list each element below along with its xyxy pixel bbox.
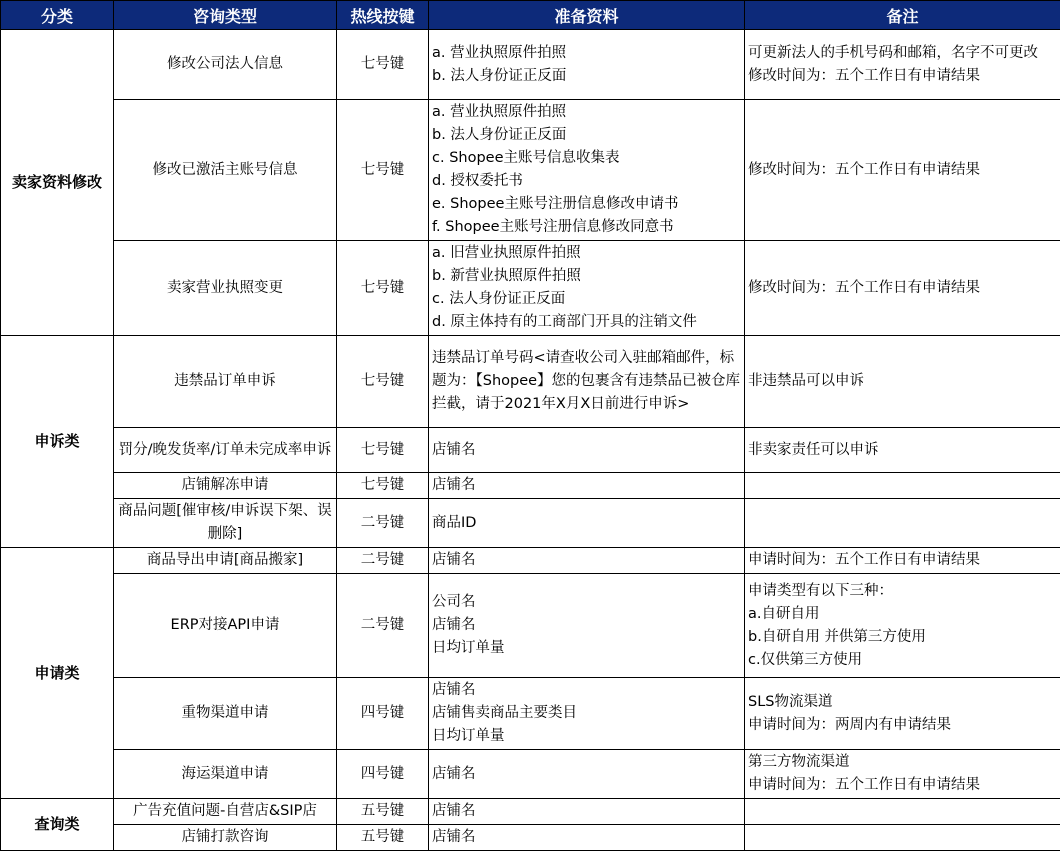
prep-line: 商品ID xyxy=(432,512,741,535)
prep-materials-cell xyxy=(429,548,745,574)
prep-line: 日均订单量 xyxy=(432,637,741,660)
note-line: SLS物流渠道 xyxy=(748,691,1057,714)
note-cell xyxy=(745,799,1060,825)
prep-line: 店铺售卖商品主要类目 xyxy=(432,702,741,725)
prep-line: 违禁品订单号码<请查收公司入驻邮箱邮件，标题为：【Shopee】您的包裹含有违禁品已被仓库拦截，请于2021年X月X日前进行申诉> xyxy=(432,347,741,416)
prep-line: 店铺名 xyxy=(432,763,741,786)
note-line: 修改时间为：五个工作日有申请结果 xyxy=(748,277,1057,300)
prep-line: c. 法人身份证正反面 xyxy=(432,288,741,311)
prep-line: b. 新营业执照原件拍照 xyxy=(432,265,741,288)
table-row xyxy=(1,473,1060,499)
prep-line: 店铺名 xyxy=(432,474,741,497)
note-line: 申请时间为：五个工作日有申请结果 xyxy=(748,549,1057,572)
prep-materials-cell xyxy=(429,473,745,499)
note-cell xyxy=(745,30,1060,100)
category-cell: 查询类 xyxy=(1,799,114,851)
hotline-key-cell: 五号键 xyxy=(337,825,429,851)
note-cell xyxy=(745,241,1060,336)
note-cell xyxy=(745,473,1060,499)
note-line: 修改时间为：五个工作日有申请结果 xyxy=(748,65,1057,88)
table-row xyxy=(1,825,1060,851)
prep-line: 日均订单量 xyxy=(432,725,741,748)
table-row xyxy=(1,499,1060,548)
prep-line: d. 授权委托书 xyxy=(432,170,741,193)
consult-type-cell: ERP对接API申请 xyxy=(114,574,337,678)
category-cell: 申诉类 xyxy=(1,336,114,548)
table-row xyxy=(1,548,1060,574)
prep-line: a. 营业执照原件拍照 xyxy=(432,42,741,65)
prep-line: f. Shopee主账号注册信息修改同意书 xyxy=(432,216,741,239)
prep-line: b. 法人身份证正反面 xyxy=(432,65,741,88)
prep-line: 店铺名 xyxy=(432,826,741,849)
note-line: b.自研自用 并供第三方使用 xyxy=(748,626,1057,649)
prep-materials-cell xyxy=(429,678,745,750)
prep-line: a. 旧营业执照原件拍照 xyxy=(432,242,741,265)
hotline-key-cell: 二号键 xyxy=(337,548,429,574)
note-cell xyxy=(745,574,1060,678)
prep-materials-cell xyxy=(429,30,745,100)
table-row xyxy=(1,750,1060,799)
prep-materials-cell xyxy=(429,574,745,678)
note-cell xyxy=(745,678,1060,750)
prep-line: d. 原主体持有的工商部门开具的注销文件 xyxy=(432,311,741,334)
consult-type-cell: 罚分/晚发货率/订单未完成率申诉 xyxy=(114,428,337,473)
prep-materials-cell xyxy=(429,499,745,548)
header-row xyxy=(1,1,1060,30)
hotline-key-cell: 五号键 xyxy=(337,799,429,825)
consult-type-cell: 商品问题[催审核/申诉误下架、误删除] xyxy=(114,499,337,548)
hotline-key-cell: 七号键 xyxy=(337,30,429,100)
prep-line: 店铺名 xyxy=(432,549,741,572)
hotline-key-cell: 四号键 xyxy=(337,678,429,750)
header-category: 分类 xyxy=(1,1,114,30)
table-row xyxy=(1,799,1060,825)
prep-materials-cell xyxy=(429,241,745,336)
header-note: 备注 xyxy=(745,1,1060,30)
note-line: 申请时间为：五个工作日有申请结果 xyxy=(748,774,1057,797)
hotline-key-cell: 七号键 xyxy=(337,473,429,499)
prep-line: 店铺名 xyxy=(432,679,741,702)
header-key: 热线按键 xyxy=(337,1,429,30)
prep-line: 店铺名 xyxy=(432,614,741,637)
consult-type-cell: 重物渠道申请 xyxy=(114,678,337,750)
note-line: a.自研自用 xyxy=(748,603,1057,626)
note-line: 第三方物流渠道 xyxy=(748,751,1057,774)
consult-type-cell: 卖家营业执照变更 xyxy=(114,241,337,336)
prep-materials-cell xyxy=(429,825,745,851)
note-line: 可更新法人的手机号码和邮箱，名字不可更改 xyxy=(748,42,1057,65)
prep-materials-cell xyxy=(429,750,745,799)
note-line: 非卖家责任可以申诉 xyxy=(748,439,1057,462)
consult-type-cell: 商品导出申请[商品搬家] xyxy=(114,548,337,574)
consult-type-cell: 违禁品订单申诉 xyxy=(114,336,337,428)
hotline-key-cell: 七号键 xyxy=(337,241,429,336)
hotline-key-cell: 二号键 xyxy=(337,499,429,548)
category-cell: 卖家资料修改 xyxy=(1,30,114,336)
table-row xyxy=(1,336,1060,428)
prep-materials-cell xyxy=(429,799,745,825)
consult-type-cell: 店铺打款咨询 xyxy=(114,825,337,851)
note-cell xyxy=(745,750,1060,799)
prep-line: e. Shopee主账号注册信息修改申请书 xyxy=(432,193,741,216)
consult-type-cell: 修改公司法人信息 xyxy=(114,30,337,100)
prep-line: c. Shopee主账号信息收集表 xyxy=(432,147,741,170)
prep-line: 公司名 xyxy=(432,591,741,614)
note-cell xyxy=(745,100,1060,241)
hotline-key-cell: 二号键 xyxy=(337,574,429,678)
note-cell xyxy=(745,336,1060,428)
table-row xyxy=(1,574,1060,678)
consult-type-cell: 海运渠道申请 xyxy=(114,750,337,799)
hotline-key-cell: 七号键 xyxy=(337,336,429,428)
consult-type-cell: 广告充值问题-自营店&SIP店 xyxy=(114,799,337,825)
note-cell xyxy=(745,428,1060,473)
table-row xyxy=(1,678,1060,750)
prep-materials-cell xyxy=(429,336,745,428)
table-row xyxy=(1,100,1060,241)
note-line: 申请时间为：两周内有申请结果 xyxy=(748,714,1057,737)
note-cell xyxy=(745,825,1060,851)
note-line: 修改时间为：五个工作日有申请结果 xyxy=(748,159,1057,182)
table-row xyxy=(1,30,1060,100)
table-body xyxy=(1,30,1060,851)
hotline-key-cell: 七号键 xyxy=(337,100,429,241)
table-row xyxy=(1,428,1060,473)
table-row xyxy=(1,241,1060,336)
header-type: 咨询类型 xyxy=(114,1,337,30)
hotline-key-cell: 四号键 xyxy=(337,750,429,799)
prep-materials-cell xyxy=(429,428,745,473)
consult-type-cell: 店铺解冻申请 xyxy=(114,473,337,499)
note-line: 非违禁品可以申诉 xyxy=(748,370,1057,393)
prep-line: 店铺名 xyxy=(432,439,741,462)
prep-line: 店铺名 xyxy=(432,800,741,823)
consult-type-cell: 修改已激活主账号信息 xyxy=(114,100,337,241)
prep-line: a. 营业执照原件拍照 xyxy=(432,101,741,124)
hotline-key-cell: 七号键 xyxy=(337,428,429,473)
note-line: 申请类型有以下三种： xyxy=(748,580,1057,603)
category-cell: 申请类 xyxy=(1,548,114,799)
prep-materials-cell xyxy=(429,100,745,241)
header-prep: 准备资料 xyxy=(429,1,745,30)
prep-line: b. 法人身份证正反面 xyxy=(432,124,741,147)
note-cell xyxy=(745,548,1060,574)
note-cell xyxy=(745,499,1060,548)
note-line: c.仅供第三方使用 xyxy=(748,649,1057,672)
